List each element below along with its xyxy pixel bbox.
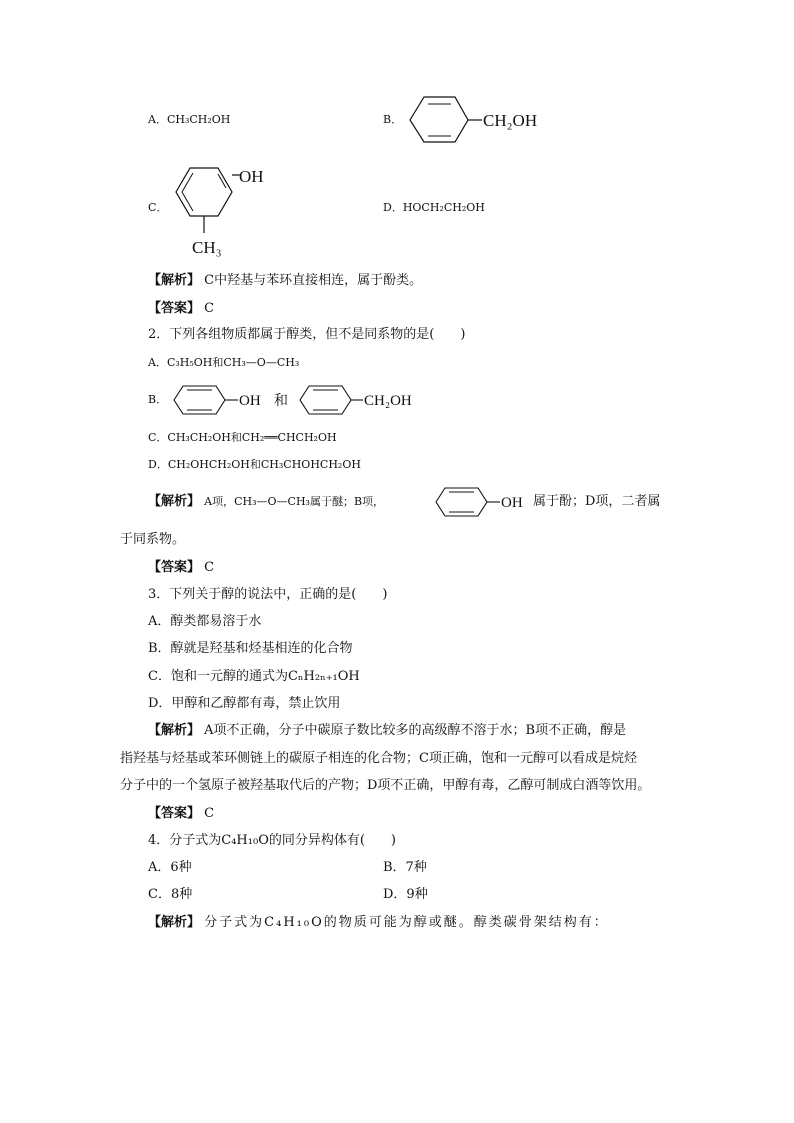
analysis-label: 【解析】: [148, 723, 201, 738]
q3-option-c: C．饱和一元醇的通式为CₙH₂ₙ₊₁OH: [148, 669, 360, 684]
q2-answer: [148, 559, 214, 577]
q3-option-a: A．醇类都易溶于水: [148, 614, 262, 629]
q2-option-b-structures: [170, 384, 430, 416]
q2-option-a: A．C₃H₅OH和CH₃—O—CH₃: [148, 356, 300, 369]
q1-option-c-label: C．: [148, 201, 168, 214]
q1-option-a: A．CH₃CH₂OH: [148, 113, 231, 126]
q2-b-ch2oh-text: CH₂OH: [364, 393, 412, 409]
analysis-text: A项不正确，分子中碳原子数比较多的高级醇不溶于水；B项不正确，醇是: [204, 723, 627, 738]
q3-analysis-line2: 指羟基与烃基或苯环侧链上的碳原子相连的化合物；C项正确，饱和一元醇可以看成是烷烃: [120, 751, 637, 766]
q2-analysis-continuation: 于同系物。: [120, 532, 186, 547]
q3-stem: 3．下列关于醇的说法中，正确的是( ): [148, 587, 388, 602]
analysis-label: 【解析】: [148, 494, 201, 509]
q3-option-b: B．醇就是羟基和烃基相连的化合物: [148, 641, 353, 656]
q1-b-ch2oh-text: CH₂OH: [483, 111, 538, 130]
q2-b-and-text: 和: [274, 394, 288, 409]
q4-option-c: C．8种: [148, 887, 193, 902]
q1-option-c-structure: [168, 155, 278, 260]
analysis-text-part1: A项，CH₃—O—CH₃属于醚；B项，: [204, 495, 385, 508]
q1-c-ch3-text: CH₃: [192, 238, 222, 257]
q3-answer: [148, 805, 214, 823]
answer-label: 【答案】: [148, 806, 201, 821]
q4-stem: 4．分子式为C₄H₁₀O的同分异构体有( ): [148, 833, 396, 848]
analysis-text: C中羟基与苯环直接相连，属于酚类。: [204, 273, 423, 288]
answer-label: 【答案】: [148, 301, 201, 316]
q4-option-b: B．7种: [383, 860, 427, 875]
q4-option-d: D．9种: [383, 887, 428, 902]
q1-analysis: [148, 272, 422, 290]
q4-option-a: A．6种: [148, 860, 192, 875]
q3-option-d: D．甲醇和乙醇都有毒，禁止饮用: [148, 696, 341, 711]
q2-option-b-label: B．: [148, 393, 168, 406]
q2-option-d: D．CH₂OHCH₂OH和CH₃CHOHCH₂OH: [148, 458, 361, 471]
q1-c-oh-text: OH: [239, 167, 264, 186]
q1-option-d: D．HOCH₂CH₂OH: [383, 201, 485, 214]
q2-b-oh-text: OH: [239, 393, 261, 409]
q2-stem: 2．下列各组物质都属于醇类，但不是同系物的是( ): [148, 327, 466, 342]
q2-option-c: C．CH₃CH₂OH和CH₂══CHCH₂OH: [148, 431, 337, 444]
answer-text: C: [204, 806, 215, 821]
q3-analysis-line1: [148, 722, 626, 740]
q2-analysis-oh-text: OH: [501, 495, 523, 511]
q3-analysis-line3: 分子中的一个氢原子被羟基取代后的产物；D项不正确，甲醇有毒，乙醇可制成白酒等饮用。: [120, 778, 651, 793]
q2-analysis-part2: 属于酚；D项，二者属: [533, 494, 661, 509]
q1-answer: [148, 300, 214, 318]
q1-option-b-structure: [400, 96, 550, 146]
analysis-label: 【解析】: [148, 915, 201, 930]
analysis-text: 分子式为C₄H₁₀O的物质可能为醇或醚。醇类碳骨架结构有：: [204, 915, 609, 930]
answer-label: 【答案】: [148, 560, 201, 575]
answer-text: C: [204, 301, 215, 316]
q4-analysis: [148, 914, 609, 932]
answer-text: C: [204, 560, 215, 575]
q1-option-b-label: B．: [383, 113, 403, 126]
analysis-label: 【解析】: [148, 273, 201, 288]
q2-analysis: [148, 493, 384, 511]
